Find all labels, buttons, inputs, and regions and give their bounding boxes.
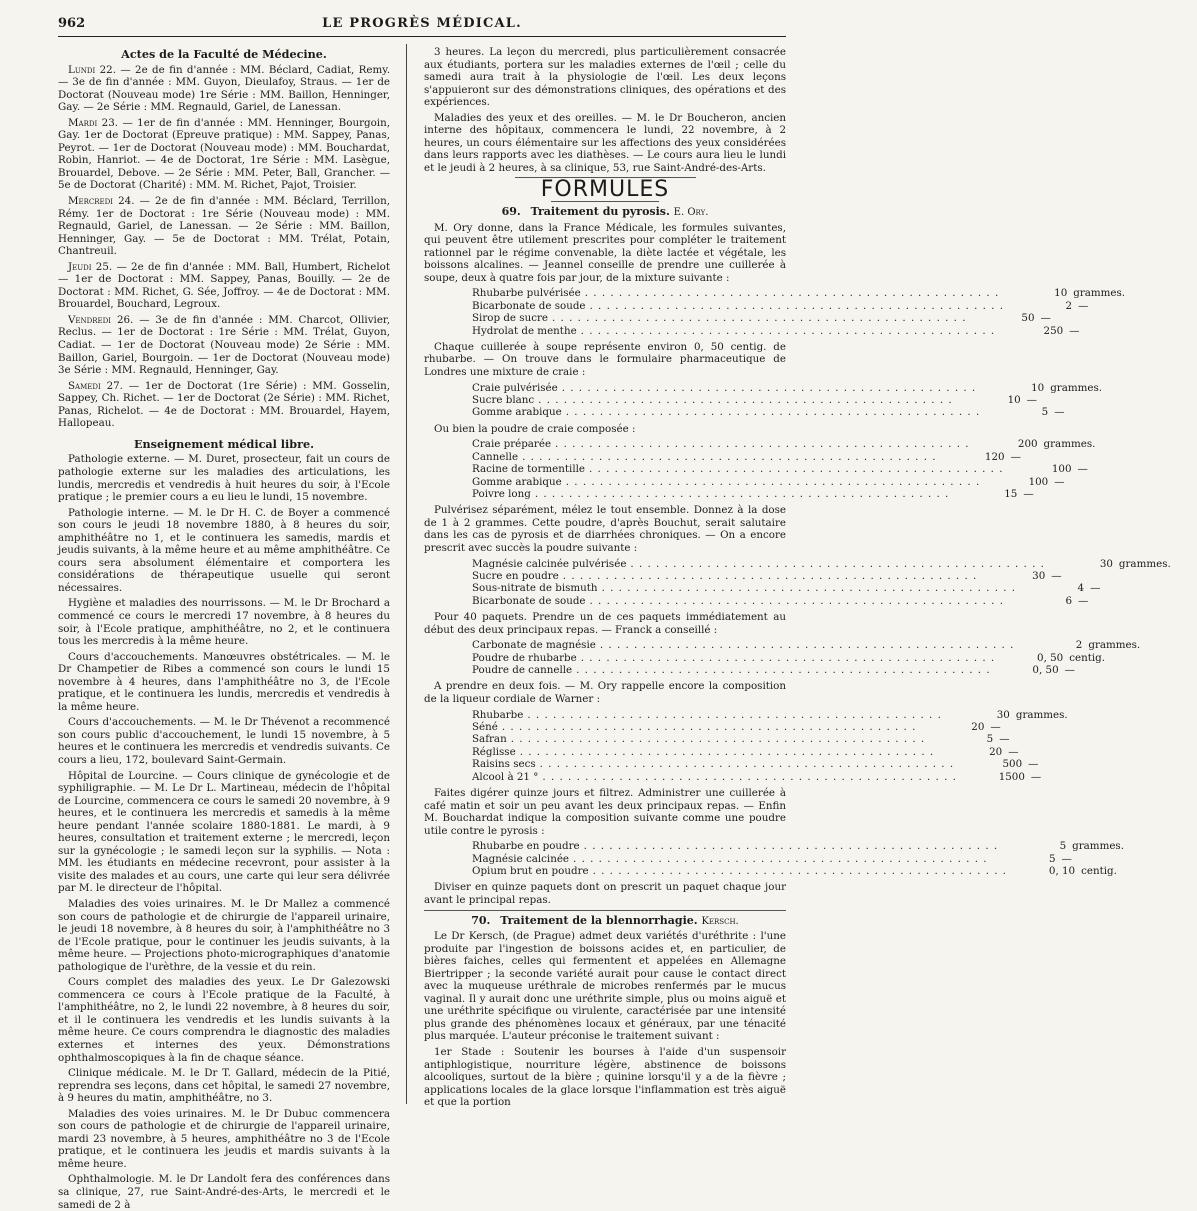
prescription-row [472, 557, 1171, 570]
page-header [58, 14, 786, 37]
prescription-2 [472, 381, 1103, 419]
ingredient-quantity: 120 [984, 450, 1005, 463]
enseignement-paragraphs [58, 453, 390, 1211]
prescription-7 [472, 840, 1124, 878]
ingredient-quantity: 250 [1043, 324, 1064, 337]
faculty-entries [58, 64, 390, 430]
ingredient-quantity: 30 [1032, 569, 1046, 582]
formula-69-intro: M. Ory donne, dans la France Médicale, les formules suivantes, qui peuvent être utilement prescrites pour compléter le traitement rationnel par le régime convenable, la diète lactée et végétale, les boissons alcalines. — Jeannel conseille de prendre une cuillerée à soupe, deux à quatre fois par jour, de la mixture suivante : [424, 221, 786, 284]
prescription-6 [472, 708, 1068, 783]
ingredient-name: Craie pulvérisée [472, 381, 558, 394]
prescription-row [472, 594, 1089, 607]
ingredient-quantity: 5 [1059, 840, 1067, 853]
ingredient-quantity: 10 [1031, 381, 1045, 394]
leader-dots [552, 312, 967, 324]
ingredient-name: Réglisse [472, 745, 516, 758]
ingredient-quantity: 20 [971, 720, 985, 733]
faculty-entry [58, 261, 390, 311]
page-number: 962 [58, 16, 86, 31]
formula-69-heading [424, 206, 786, 220]
ingredient-unit: grammes. [1073, 287, 1126, 300]
entry-text: — 3e de fin d'année : MM. Charcot, Ollivier, Reclus. — 1er de Doctorat : 1re Série : MM. Trélat, Guyon, Cadiat. — 1er de Doctorat (Nouveau mode) 2e Série : MM. Baillon, Gariel, Bourgoin. — 1er de Doctorat (Nouveau mode) 3e Série : MM. Regnauld, Henninger, Gay. [58, 313, 390, 377]
prescription-row [472, 569, 1062, 582]
ingredient-name: Cannelle [472, 450, 519, 463]
ingredient-unit: — [1023, 487, 1034, 500]
ingredient-unit: — [990, 720, 1001, 733]
prescription-row [472, 463, 1088, 476]
ingredient-name: Safran [472, 733, 507, 746]
prescription-row [472, 406, 1065, 419]
prescription-row [472, 840, 1124, 853]
prescription-row [472, 487, 1034, 500]
formula-69-mid6: Faites digérer quinze jours et filtrez. Administrer une cuillerée à café matin et soir un peu avant les deux principaux repas. — Enfin M. Bouchardat indique la composition suivante comme une poudre utile contre le pyrosis : [424, 787, 786, 837]
leader-dots [573, 853, 988, 865]
ingredient-name: Sous-nitrate de bismuth [472, 582, 598, 595]
leader-dots [590, 595, 1005, 607]
ingredient-quantity: 2 [1065, 299, 1073, 312]
entry-day: Mardi 23. [68, 116, 119, 129]
ingredient-quantity: 20 [989, 745, 1003, 758]
ingredient-unit: — [1008, 745, 1019, 758]
prescription-row [472, 664, 1075, 677]
prescription-row [472, 708, 1068, 721]
leader-dots [542, 771, 957, 783]
leader-dots [593, 865, 1008, 877]
ingredient-unit: — [999, 733, 1010, 746]
ingredient-name: Rhubarbe pulvérisée [472, 287, 581, 300]
course-paragraph: Pathologie externe. — M. Duret, prosecteur, fait un cours de pathologie externe sur les maladies des articulations, les lundis, mercredis et vendredis à huit heures du soir, à l'Ecole pratique ; le premier cours a eu lieu le lundi, 15 novembre. [58, 453, 390, 504]
running-head: LE PROGRÈS MÉDICAL. [322, 16, 522, 31]
ingredient-name: Gomme arabique [472, 475, 562, 488]
formula-69-mid3: Pulvérisez séparément, mélez le tout ensemble. Donnez à la dose de 1 à 2 grammes. Cette poudre, d'après Bouchut, serait salutaire dans les cas de pyrosis et de diarrhées chroniques. — On a encore prescrit avec succès la poudre suivante : [424, 504, 786, 554]
ingredient-quantity: 5 [1041, 406, 1049, 419]
prescription-row [472, 865, 1117, 878]
ingredient-name: Rhubarbe [472, 708, 524, 721]
prescription-row [472, 770, 1042, 783]
leader-dots [555, 438, 970, 450]
ingredient-unit: — [1077, 463, 1088, 476]
prescription-row [472, 299, 1089, 312]
ingredient-name: Bicarbonate de soude [472, 594, 586, 607]
prescription-3 [472, 438, 1096, 500]
course-paragraph: 3 heures. La leçon du mercredi, plus particulièrement consacrée aux étudiants, portera sur les maladies externes de l'œil ; celle du samedi aura trait à la physiologie de l'œil. Les deux leçons s'appuieront sur des démonstrations cliniques, des opérations et des expériences. [424, 46, 786, 109]
ingredient-name: Rhubarbe en poudre [472, 840, 580, 853]
ingredient-name: Opium brut en poudre [472, 865, 589, 878]
ingredient-unit: — [1040, 312, 1051, 325]
ingredient-unit: — [1010, 450, 1021, 463]
course-paragraph: Cours complet des maladies des yeux. Le Dr Galezowski commencera ce cours à l'Ecole pratique de la Faculté, à l'amphithéâtre, no 2, le lundi 22 novembre, à 8 heures du soir, et il le continuera les vendredis et les lundis suivants à la même heure. Ce cours comprendra le diagnostic des maladies externes et internes des yeux. Démonstrations ophthalmoscopiques à la fin de chaque séance. [58, 976, 390, 1064]
formula-69-mid2: Ou bien la poudre de craie composée : [434, 422, 636, 435]
ingredient-unit: grammes. [1015, 708, 1068, 721]
prescription-row [472, 639, 1141, 652]
right-column [424, 46, 1171, 1109]
leader-dots [584, 840, 999, 852]
entry-day: Mercredi 24. [68, 195, 135, 208]
ingredient-quantity: 100 [1051, 463, 1072, 476]
ingredient-name: Séné [472, 720, 498, 733]
ingredient-quantity: 200 [1017, 438, 1038, 451]
prescription-row [472, 758, 1039, 771]
prescription-row [472, 287, 1126, 300]
ingredient-quantity: 15 [1004, 487, 1018, 500]
prescription-row [472, 324, 1080, 337]
ingredient-name: Poudre de rhubarbe [472, 651, 577, 664]
leader-dots [581, 652, 996, 664]
ingredient-name: Alcool à 21 ° [472, 770, 539, 783]
left-column [58, 46, 391, 1211]
faculty-entry [58, 195, 390, 258]
ingredient-unit: centig. [1081, 865, 1117, 878]
ingredient-unit: — [1028, 758, 1039, 771]
course-paragraph: Hygiène et maladies des nourrissons. — M. le Dr Brochard a commencé ce cours le mercredi 17 novembre, à 8 heures du soir, à l'Ecole pratique, amphithéâtre, no 2, et le continuera tous les mercredis à la même heure. [58, 597, 390, 648]
leader-dots [520, 746, 935, 758]
ingredient-unit: — [1054, 475, 1065, 488]
ingredient-unit: — [1069, 324, 1080, 337]
leader-dots [602, 582, 1017, 594]
prescription-row [472, 450, 1021, 463]
ingredient-name: Raisins secs [472, 758, 536, 771]
prescription-row [472, 733, 1010, 746]
leader-dots [600, 639, 1015, 651]
formula-69-mid4: Pour 40 paquets. Prendre un de ces paquets immédiatement au début des deux principaux repas. — Franck a conseillé : [424, 611, 786, 636]
ingredient-quantity: 4 [1077, 582, 1085, 595]
ingredient-quantity: 5 [1048, 852, 1056, 865]
ingredient-quantity: 1500 [998, 770, 1025, 783]
continuation-paragraphs [424, 46, 786, 174]
ingredient-quantity: 100 [1028, 475, 1049, 488]
leader-dots [540, 758, 955, 770]
formula-70-author: Kersch. [701, 915, 739, 927]
prescription-4 [472, 557, 1171, 608]
ingredient-name: Bicarbonate de soude [472, 299, 586, 312]
faculty-section-title: Actes de la Faculté de Médecine. [121, 47, 327, 61]
ingredient-unit: — [1054, 406, 1065, 419]
leader-dots [527, 709, 942, 721]
prescription-row [472, 582, 1101, 595]
ingredient-name: Magnésie calcinée [472, 852, 570, 865]
formula-separator [424, 910, 786, 911]
ingredient-unit: — [1061, 852, 1072, 865]
leader-dots [585, 287, 1000, 299]
formula-70-number: 70. [471, 913, 491, 927]
column-divider [406, 44, 407, 1104]
course-paragraph: Hôpital de Lourcine. — Cours clinique de gynécologie et de syphiligraphie. — M. Le Dr L. Martineau, médecin de l'hôpital de Lourcine, commencera ce cours le samedi 20 novembre, à 9 heures, et le continuera les mercredis et samedis à la même heure pendant l'année scolaire 1880-1881. Le mardi, à 9 heures, consultation et traitement externe ; le mercredi, leçon sur la gynécologie ; le samedi leçon sur la syphilis. — Nota : MM. les étudiants en médecine recevront, pour assister à la visite des malades et au cours, une carte qui leur sera délivrée par M. le directeur de l'hôpital. [58, 769, 390, 895]
leader-dots [563, 570, 978, 582]
ingredient-name: Magnésie calcinée pulvérisée [472, 557, 627, 570]
faculty-entry [58, 117, 390, 192]
prescription-row [472, 312, 1051, 325]
course-paragraph: Cours d'accouchements. — M. le Dr Thévenot a recommencé son cours public d'accouchement, le lundi 15 novembre, à 5 heures et le continuera les mercredis et vendredis suivants. Ce cours a lieu, 172, boulevard Saint-Germain. [58, 716, 390, 766]
leader-dots [590, 300, 1005, 312]
ingredient-quantity: 0, 10 [1048, 865, 1076, 878]
entry-day: Vendredi 26. [68, 313, 134, 326]
ingredient-unit: — [1051, 569, 1062, 582]
ingredient-name: Sucre blanc [472, 393, 535, 406]
prescription-row [472, 381, 1103, 394]
entry-text: — 2e de fin d'année : MM. Ball, Humbert, Richelot — 1er de Doctorat : MM. Sappey, Panas, Bouilly. — 2e de Doctorat : MM. Richet, G. Sée, Joffroy. — 4e de Doctorat : MM. Brouardel, Bouchard, Legroux. [58, 260, 390, 311]
prescription-row [472, 651, 1106, 664]
formula-70-paragraph: Le Dr Kersch, (de Prague) admet deux variétés d'uréthrite : l'une produite par l'ingestion de boissons acides et, en particulier, de bières faiches, celles qui fermentent et appelées en Allemagne Biertripper ; la seconde variété aurait pour cause le contact direct avec la muqueuse uréthrale de microbes renfermés par le mucus vaginal. Il y aurait donc une uréthrite simple, plus ou moins aiguë et une uréthrite spécifique ou virulente, caractérisée par une intensité plus grande des phénomènes locaux et généraux, par une ténacité plus marquée. L'auteur préconise le traitement suivant : [424, 930, 786, 1043]
formules-title: FORMULES [540, 177, 670, 203]
ingredient-name: Carbonate de magnésie [472, 639, 596, 652]
ingredient-unit: grammes. [1072, 840, 1124, 853]
ingredient-quantity: 0, 50 [1037, 651, 1064, 664]
ingredient-unit: grammes. [1088, 639, 1141, 652]
ingredient-unit: — [1078, 299, 1089, 312]
entry-day: Jeudi 25. [68, 260, 113, 273]
ingredient-name: Sucre en poudre [472, 569, 559, 582]
ingredient-name: Racine de tormentille [472, 463, 586, 476]
course-paragraph: Pathologie interne. — M. le Dr H. C. de Boyer a commencé son cours le jeudi 18 novembre 1880, à 8 heures du soir, amphithéâtre no 1, et le continuera les samedis, mardis et jeudis suivants, à la même heure et au même amphithéâtre. Ce cours sera absolument élémentaire et comportera les considérations de thérapeutique usuelle qui seront nécessaires. [58, 506, 390, 594]
ingredient-unit: — [1090, 582, 1101, 595]
prescription-row [472, 720, 1001, 733]
prescription-row [472, 852, 1072, 865]
leader-dots [511, 733, 926, 745]
formula-69-number: 69. [501, 205, 521, 219]
course-paragraph: Maladies des voies urinaires. M. le Dr Dubuc commencera son cours de pathologie et de chirurgie de l'appareil urinaire, mardi 23 novembre, à 5 heures, amphithéâtre no 3 de l'Ecole pratique, et le continuera les jeudis et mardis suivants à la même heure. [58, 1107, 390, 1170]
leader-dots [538, 394, 953, 406]
ingredient-unit: — [1078, 594, 1089, 607]
formula-69-end: Diviser en quinze paquets dont on prescrit un paquet chaque jour avant le principal repas. [424, 881, 786, 906]
leader-dots [630, 558, 1045, 570]
leader-dots [562, 382, 977, 394]
prescription-1 [472, 287, 1126, 337]
formula-70-title: Traitement de la blennorrhagie. [500, 913, 698, 927]
entry-day: Samedi 27. [68, 379, 123, 392]
leader-dots [566, 406, 981, 418]
prescription-row [472, 745, 1019, 758]
formula-70-paragraph: 1er Stade : Soutenir les bourses à l'aide d'un suspensoir antiphlogistique, nourriture légère, abstinence de boissons alcooliques, surtout de la bière ; quinine lorsqu'il y a de la fièvre ; applications locales de la glace lorsque l'inflammation est très aiguë et que la portion [424, 1045, 786, 1109]
formula-70-paragraphs [424, 930, 786, 1109]
course-paragraph: Ophthalmologie. M. le Dr Landolt fera des conférences dans sa clinique, 27, rue Saint-André-des-Arts, le mercredi et le samedi de 2 à [58, 1173, 390, 1211]
ingredient-unit: — [1064, 664, 1075, 677]
leader-dots [522, 451, 937, 463]
leader-dots [502, 721, 917, 733]
faculty-entry [58, 380, 390, 430]
formula-69-mid1: Chaque cuillerée à soupe représente environ 0, 50 centig. de rhubarbe. — On trouve dans le formulaire pharmaceutique de Londres une mixture de craie : [424, 340, 786, 379]
entry-text: — 1er de fin d'année : MM. Henninger, Bourgoin, Gay. 1er de Doctorat (Epreuve pratique) : MM. Sappey, Panas, Peyrot. — 1er de Doctorat (Nouveau mode) : MM. Bouchardat, Robin, Hanriot. — 4e de Doctorat, 1re Série : MM. Lasègue, Brouardel, Debove. — 2e Série : MM. Peter, Ball, Grancher. — 5e de Doctorat (Charité) : MM. M. Richet, Pajot, Troisier. [58, 116, 390, 192]
ingredient-unit: — [1030, 770, 1042, 783]
ingredient-name: Poivre long [472, 487, 531, 500]
leader-dots [581, 325, 996, 337]
ingredient-name: Gomme arabique [472, 406, 562, 419]
ingredient-unit: grammes. [1043, 438, 1096, 451]
ingredient-name: Hydrolat de menthe [472, 324, 577, 337]
faculty-entry [58, 314, 390, 377]
prescription-row [472, 475, 1065, 488]
enseignement-section-title: Enseignement médical libre. [133, 436, 315, 451]
ingredient-name: Poudre de cannelle [472, 664, 573, 677]
course-paragraph: Cours d'accouchements. Manœuvres obstétricales. — M. le Dr Champetier de Ribes a commencé son cours le lundi 15 novembre à 4 heures, dans l'amphithéâtre no 3, de l'Ecole pratique, et le continuera les lundis, mercredis et vendredis à la même heure. [58, 650, 390, 713]
formula-69-mid5: A prendre en deux fois. — M. Ory rappelle encore la composition de la liqueur cordiale de Warner : [424, 680, 786, 706]
ingredient-quantity: 6 [1065, 594, 1073, 607]
ingredient-unit: — [1026, 393, 1037, 406]
leader-dots [589, 463, 1004, 475]
leader-dots [576, 664, 991, 676]
ingredient-quantity: 10 [1054, 287, 1068, 300]
ingredient-quantity: 2 [1075, 639, 1083, 652]
ingredient-quantity: 500 [1002, 758, 1023, 771]
ingredient-quantity: 30 [996, 708, 1010, 721]
ingredient-quantity: 5 [986, 733, 994, 746]
entry-text: — 1er de Doctorat (1re Série) : MM. Gosselin, Sappey, Ch. Richet. — 1er de Doctorat (2e Série) : MM. Richet, Panas, Richelot. — 4e de Doctorat : MM. Brouardel, Hayem, Hallopeau. [58, 379, 390, 430]
prescription-row [472, 393, 1037, 406]
prescription-5 [472, 639, 1141, 677]
ingredient-quantity: 10 [1007, 393, 1021, 406]
formula-69-title: Traitement du pyrosis. [530, 205, 670, 219]
ingredient-quantity: 50 [1021, 312, 1035, 325]
leader-dots [566, 476, 981, 488]
ingredient-unit: grammes. [1050, 381, 1103, 394]
entry-text: — 2e de fin d'année : MM. Béclard, Cadiat, Remy. — 3e de fin d'année : MM. Guyon, Dieulafoy, Straus. — 1er de Doctorat (Nouveau mode) 1re Série : MM. Baillon, Henninger, Gay. — 2e Série : MM. Regnauld, Gariel, de Lanessan. [58, 63, 391, 114]
ingredient-quantity: 30 [1099, 557, 1113, 570]
ingredient-unit: grammes. [1118, 557, 1171, 570]
prescription-row [472, 438, 1096, 451]
course-paragraph: Maladies des voies urinaires. M. le Dr Mallez a commencé son cours de pathologie et de chirurgie de l'appareil urinaire, le jeudi 18 novembre, à 8 heures du soir, à l'amphithéâtre no 3 de l'Ecole pratique, pour le continuer les jeudis suivants, à la même heure. — Projections photo-micrographiques d'anatomie pathologique de l'urèthre, de la vessie et du rein. [58, 898, 390, 973]
formula-70-heading [424, 915, 786, 929]
entry-text: — 2e de fin d'année : MM. Béclard, Terrillon, Rémy. 1er de Doctorat : 1re Série (Nouveau mode) : MM. Regnauld, Gariel, de Lanessan. — 2e Série : MM. Baillon, Henninger, Gay. — 5e de Doctorat : MM. Trélat, Potain, Chantreuil. [58, 195, 390, 258]
ingredient-quantity: 0, 50 [1032, 664, 1059, 677]
formula-69-author: E. Ory. [673, 207, 709, 219]
ingredient-name: Craie préparée [472, 438, 552, 451]
course-paragraph: Clinique médicale. M. le Dr T. Gallard, médecin de la Pitié, reprendra ses leçons, dans cet hôpital, le samedi 27 novembre, à 9 heures du matin, amphithéâtre, no 3. [58, 1067, 390, 1105]
ingredient-unit: centig. [1069, 651, 1106, 664]
course-paragraph: Maladies des yeux et des oreilles. — M. le Dr Boucheron, ancien interne des hôpitaux, commencera le lundi, 22 novembre, à 2 heures, un cours élémentaire sur les affections des yeux considérées dans leurs rapports avec les diathèses. — Le cours aura lieu le lundi et le jeudi à 2 heures, à sa clinique, 53, rue Saint-André-des-Arts. [424, 111, 786, 174]
ingredient-name: Sirop de sucre [472, 312, 548, 325]
entry-day: Lundi 22. [68, 63, 116, 76]
faculty-entry [58, 64, 390, 114]
leader-dots [535, 488, 950, 500]
